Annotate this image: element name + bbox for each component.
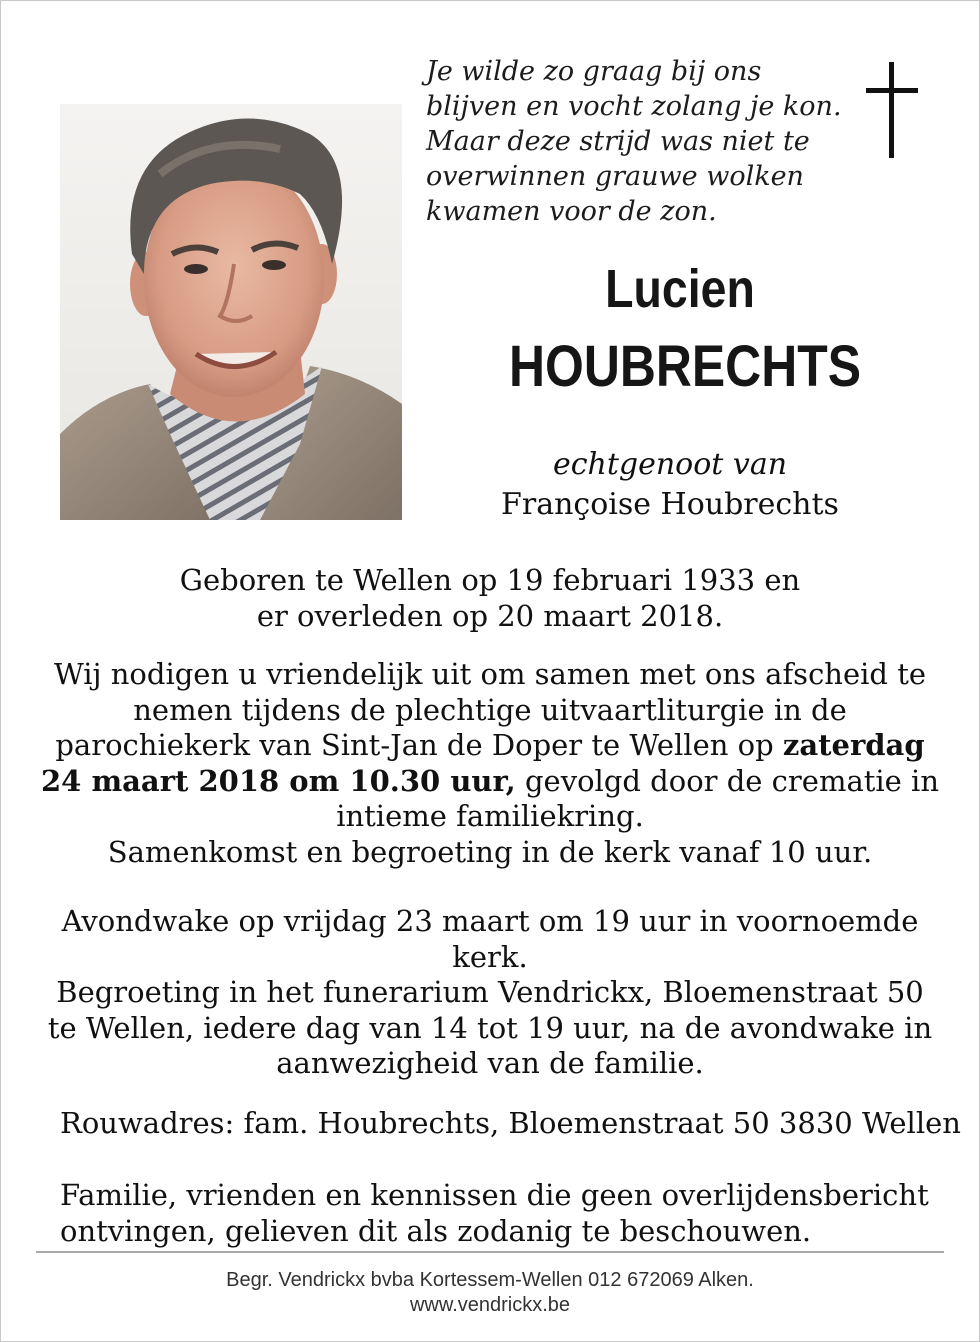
ceremony-line (40, 728, 940, 764)
ceremony-day: zaterdag (782, 728, 925, 762)
address-line: Rouwadres: fam. Houbrechts, Bloemenstraat 50 3830 Wellen (60, 1106, 961, 1140)
spouse-name: Françoise Houbrechts (501, 487, 839, 522)
wake-line: aanwezigheid van de familie. (276, 1046, 704, 1080)
notice-block (60, 1178, 940, 1249)
footer-website[interactable]: www.vendrickx.be (409, 1294, 571, 1316)
ceremony-line: Samenkomst en begroeting in de kerk vanaf 10 uur. (107, 834, 873, 869)
wake-line: Begroeting in het funerarium Vendrickx, Bloemenstraat 50 (56, 975, 924, 1009)
poem-line: Je wilde zo graag bij ons (426, 56, 762, 87)
poem-line: kwamen voor de zon. (426, 196, 717, 227)
address-block (60, 1106, 961, 1142)
spouse-relation: echtgenoot van (552, 447, 788, 482)
death-line: er overleden op 20 maart 2018. (256, 598, 724, 633)
deceased-first-name: Lucien (605, 259, 755, 319)
portrait-photo (60, 104, 402, 520)
poem-line: Maar deze strijd was niet te (426, 126, 810, 157)
poem-line: blijven en vocht zolang je kon. (426, 91, 842, 122)
ceremony-datetime: 24 maart 2018 om 10.30 uur, (41, 763, 516, 798)
footer-divider (36, 1251, 944, 1253)
poem (426, 54, 846, 229)
ceremony-line: Wij nodigen u vriendelijk uit om samen met ons afscheid te (53, 657, 927, 691)
notice-line: ontvingen, gelieven dit als zodanig te beschouwen. (60, 1213, 812, 1248)
ceremony-line: nemen tijdens de plechtige uitvaartliturgie in de (133, 692, 847, 727)
wake-block (40, 904, 940, 1082)
wake-line: kerk. (452, 939, 528, 974)
ceremony-block (40, 657, 940, 870)
notice-line: Familie, vrienden en kennissen die geen overlijdensbericht (60, 1178, 929, 1212)
deceased-last-name: HOUBRECHTS (509, 334, 861, 399)
footer-undertaker: Begr. Vendrickx bvba Kortessem-Wellen 012 672069 Alken. (226, 1269, 754, 1291)
wake-line: Avondwake op vrijdag 23 maart om 19 uur in voornoemde (61, 904, 919, 938)
wake-line: te Wellen, iedere dag van 14 tot 19 uur, na de avondwake in (47, 1010, 933, 1045)
cross-icon (862, 62, 922, 166)
birth-line: Geboren te Wellen op 19 februari 1933 en (179, 563, 801, 597)
birth-death-block (40, 563, 940, 634)
ceremony-line: intieme familiekring. (336, 799, 644, 833)
ceremony-text: gevolgd door de crematie in (515, 763, 939, 798)
poem-line: overwinnen grauwe wolken (426, 161, 804, 192)
ceremony-text: parochiekerk van Sint-Jan de Doper te Wellen op (55, 728, 783, 762)
ceremony-line (40, 764, 940, 800)
